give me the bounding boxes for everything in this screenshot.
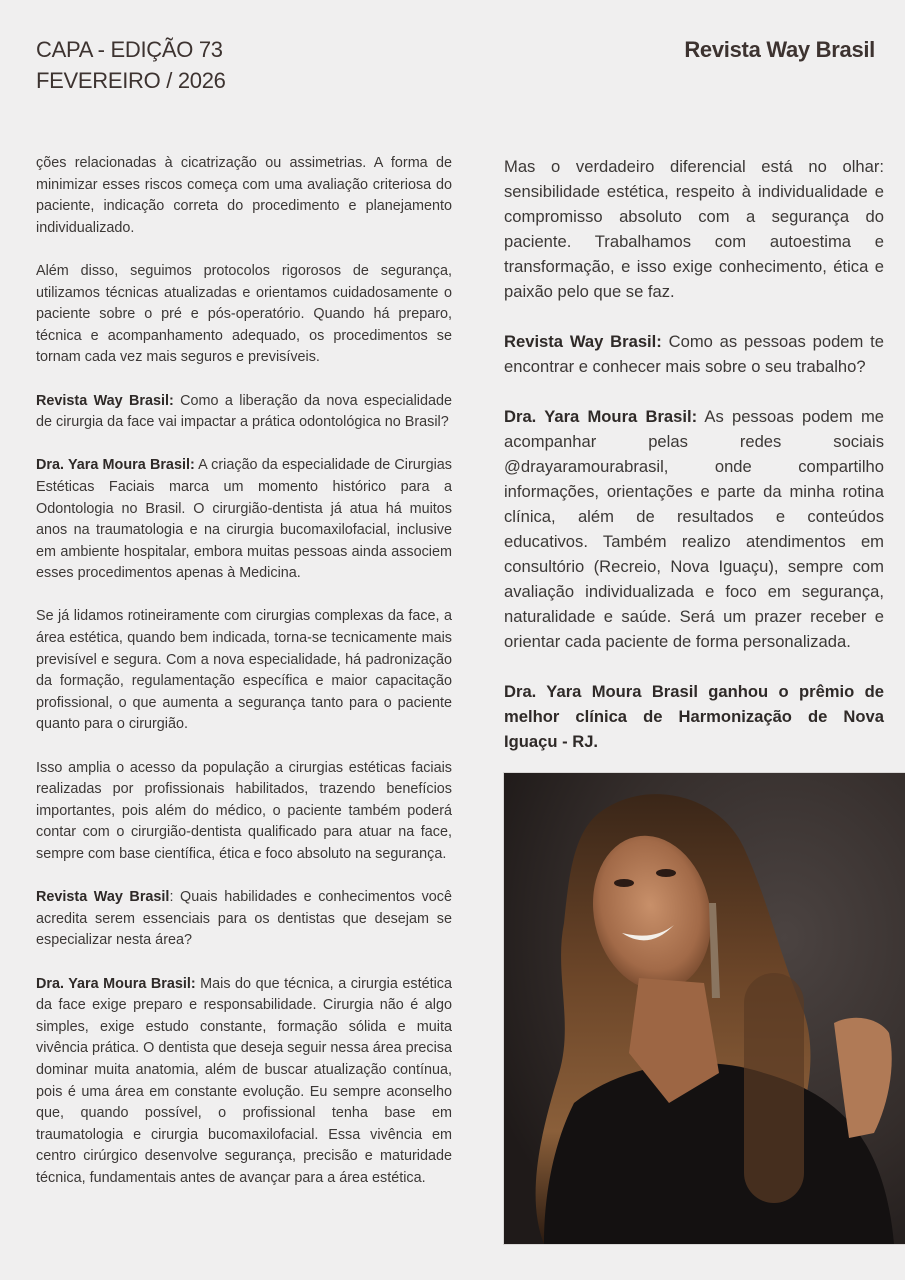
eye-right	[656, 869, 676, 877]
interview-question	[504, 329, 884, 379]
paragraph-text: As pessoas podem me acompanhar pelas redes sociais @drayaramourabrasil, onde compartilho informações, orientações e parte da minha rotina clínica, além de resultados e conteúdos educativos. Também realizo atendimentos em consultório (Recreio, Nova Iguaçu), sempre com avaliação individualizada e foco em segurança, naturalidade e saúde. Será um prazer receber e orientar cada paciente de forma personalizada.	[504, 407, 884, 651]
paragraph	[36, 758, 452, 866]
paragraph-text: Isso amplia o acesso da população a cirurgias estéticas faciais realizadas por profissionais habilitados, trazendo benefícios importantes, pois além do médico, o paciente também poderá contar com o cirurgião-dentista qualificado para atuar na face, sempre com base científica, ética e foco absoluto na segurança.	[36, 759, 452, 862]
paragraph	[36, 153, 452, 239]
speaker-label: Revista Way Brasil	[36, 889, 170, 906]
edition-info	[36, 34, 226, 96]
hair-side-right	[744, 973, 804, 1203]
eye-left	[614, 879, 634, 887]
paragraph	[36, 261, 452, 369]
interview-question	[36, 391, 452, 434]
paragraph	[36, 606, 452, 736]
left-column	[36, 153, 452, 1211]
speaker-label: Revista Way Brasil:	[36, 392, 174, 409]
paragraph-text: : Quais habilidades e conhecimentos você acredita serem essenciais para os dentistas que desejam se especializar nesta área?	[36, 889, 452, 949]
speaker-label: Dra. Yara Moura Brasil:	[36, 975, 196, 992]
speaker-label: Dra. Yara Moura Brasil:	[504, 407, 698, 426]
speaker-label: Dra. Yara Moura Brasil:	[36, 457, 195, 474]
interview-answer	[504, 404, 884, 654]
award-highlight: Dra. Yara Moura Brasil ganhou o prêmio de melhor clínica de Harmonização de Nova Iguaçu - RJ.	[504, 682, 884, 751]
paragraph-text: ções relacionadas à cicatrização ou assimetrias. A forma de minimizar esses riscos começa com uma avaliação criteriosa do paciente, indicação correta do procedimento e planejamento individualizado.	[36, 155, 452, 236]
portrait-illustration	[504, 773, 905, 1244]
paragraph-text: A criação da especialidade de Cirurgias Estéticas Faciais marca um momento histórico para a Odontologia no Brasil. O cirurgião-dentista já atua há muitos anos na traumatologia e na cirurgia bucomaxilofacial, inclusive em ambiente hospitalar, embora muitas pessoas ainda associem esses procedimentos apenas à Medicina.	[36, 457, 452, 582]
paragraph-text: Mais do que técnica, a cirurgia estética da face exige preparo e responsabilidade. Cirurgia não é algo simples, exige estudo constante, formação sólida e muita vivência prática. O dentista que deseja seguir nessa área precisa dominar muita anatomia, além de buscar atualização contínua, pois é uma área em constante evolução. Eu sempre aconselho que, quando possível, o profissional tenha base em traumatologia e cirurgia bucomaxilofacial. Essa vivência em centro cirúrgico desenvolve segurança, precisão e maturidade técnica, fundamentais antes de avançar para a área estética.	[36, 975, 452, 1186]
interview-answer	[36, 455, 452, 585]
paragraph-text: Como as pessoas podem te encontrar e conhecer mais sobre o seu trabalho?	[504, 332, 884, 376]
paragraph-text: Além disso, seguimos protocolos rigorosos de segurança, utilizamos técnicas atualizadas e orientamos cuidadosamente o paciente sobre o pré e pós-operatório. Quando há preparo, técnica e acompanhamento adequado, os procedimentos se tornam cada vez mais seguros e previsíveis.	[36, 262, 452, 366]
edition-label: CAPA - EDIÇÃO 73	[36, 37, 223, 62]
interview-answer	[36, 974, 452, 1190]
paragraph-text: Se já lidamos rotineiramente com cirurgias complexas da face, a área estética, quando bem indicada, torna-se tecnicamente mais previsível e segura. Com a nova especialidade, há padronização da formação, regulamentação específica e maior capacitação profissional, o que aumenta a segurança tanto para o paciente quanto para o cirurgião.	[36, 608, 452, 733]
interview-question	[36, 887, 452, 952]
paragraph	[504, 154, 884, 304]
paragraph-text: Como a liberação da nova especialidade de cirurgia da face vai impactar a prática odontológica no Brasil?	[36, 392, 452, 431]
portrait-photo	[504, 773, 905, 1244]
magazine-title: Revista Way Brasil	[684, 37, 875, 62]
speaker-label: Revista Way Brasil:	[504, 332, 662, 351]
edition-date: FEVEREIRO / 2026	[36, 68, 226, 93]
right-column	[504, 154, 884, 754]
paragraph-text: Mas o verdadeiro diferencial está no olhar: sensibilidade estética, respeito à individualidade e compromisso absoluto com a segurança do paciente. Trabalhamos com autoestima e transformação, e isso exige conhecimento, ética e paixão pelo que se faz.	[504, 157, 884, 301]
